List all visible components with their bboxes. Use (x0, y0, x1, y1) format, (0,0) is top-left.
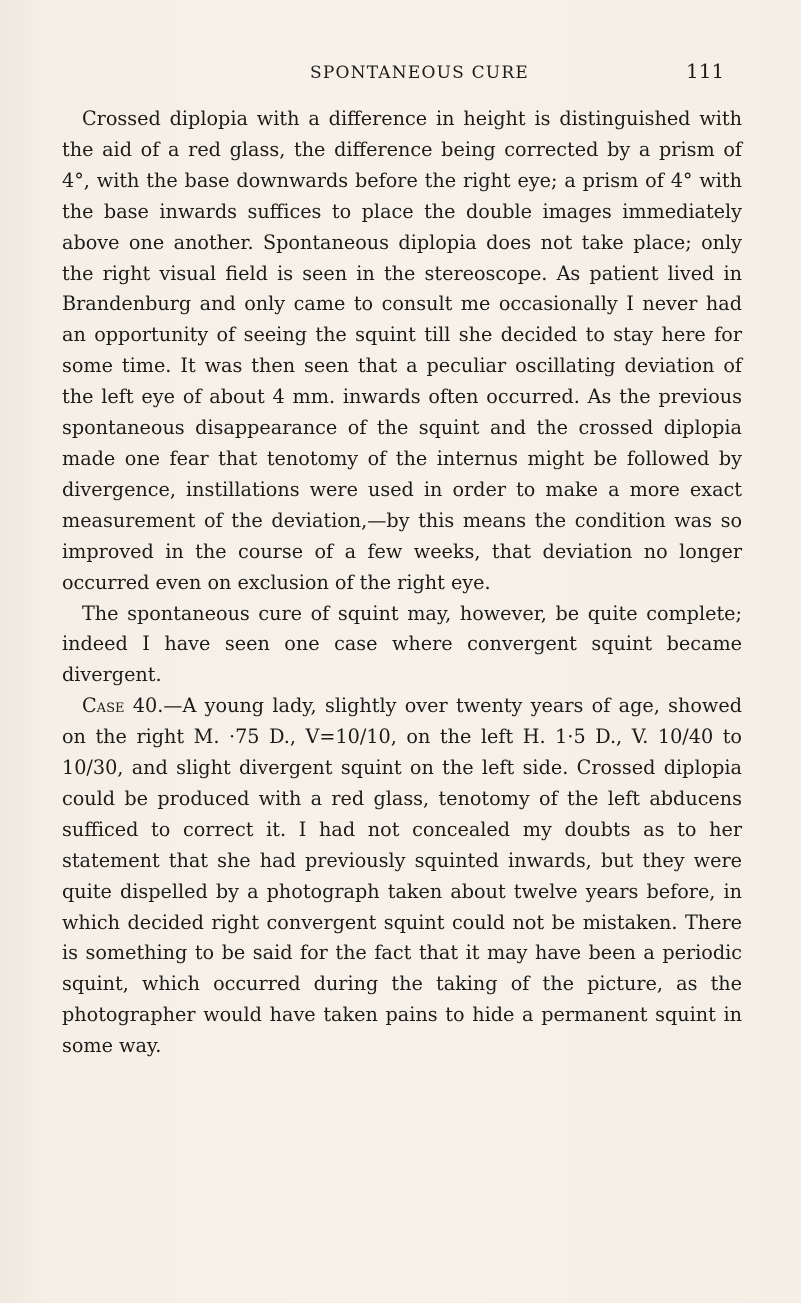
paragraph-diplopia-case: Crossed diplopia with a difference in height is distinguished with the aid of a red glass, the difference being corrected by a prism of 4°, with the base downwards before the right eye; a prism of 4° with the base inwards suffices to place the double images immediately above one another. Spontaneous diplopia does not take place; only the right visual field is seen in the stereoscope. As patient lived in Brandenburg and only came to consult me occasionally I never had an opportunity of seeing the squint till she decided to stay here for some time. It was then seen that a peculiar oscillating deviation of the left eye of about 4 mm. inwards often occurred. As the previous spontaneous disappearance of the squint and the crossed diplopia made one fear that tenotomy of the internus might be followed by divergence, instillations were used in order to make a more exact measurement of the deviation,—by this means the condition was so improved in the course of a few weeks, that deviation no longer occurred even on exclusion of the right eye. (62, 107, 742, 594)
body-text (62, 104, 742, 1062)
paragraph-spontaneous-cure: The spontaneous cure of squint may, however, be quite complete; indeed I have seen one case where convergent squint became divergent. (62, 601, 742, 687)
running-title: SPONTANEOUS CURE (310, 63, 529, 83)
paragraph-case-40 (62, 691, 742, 1062)
page-number: 111 (686, 59, 725, 83)
case-label: Case (82, 694, 125, 718)
running-head (0, 59, 801, 91)
case-40-text: 40.—A young lady, slightly over twenty years of age, showed on the right M. ·75 D., V=10/10, on the left H. 1·5 D., V. 10/40 to 10/30, and slight divergent squint on the left side. Crossed diplopia could be produced with a red glass, tenotomy of the left abducens sufficed to correct it. I had not concealed my doubts as to her statement that she had previously squinted inwards, but they were quite dispelled by a photograph taken about twelve years before, in which decided right convergent squint could not be mistaken. There is something to be said for the fact that it may have been a periodic squint, which occurred during the taking of the picture, as the photographer would have taken pains to hide a permanent squint in some way. (62, 694, 742, 1058)
